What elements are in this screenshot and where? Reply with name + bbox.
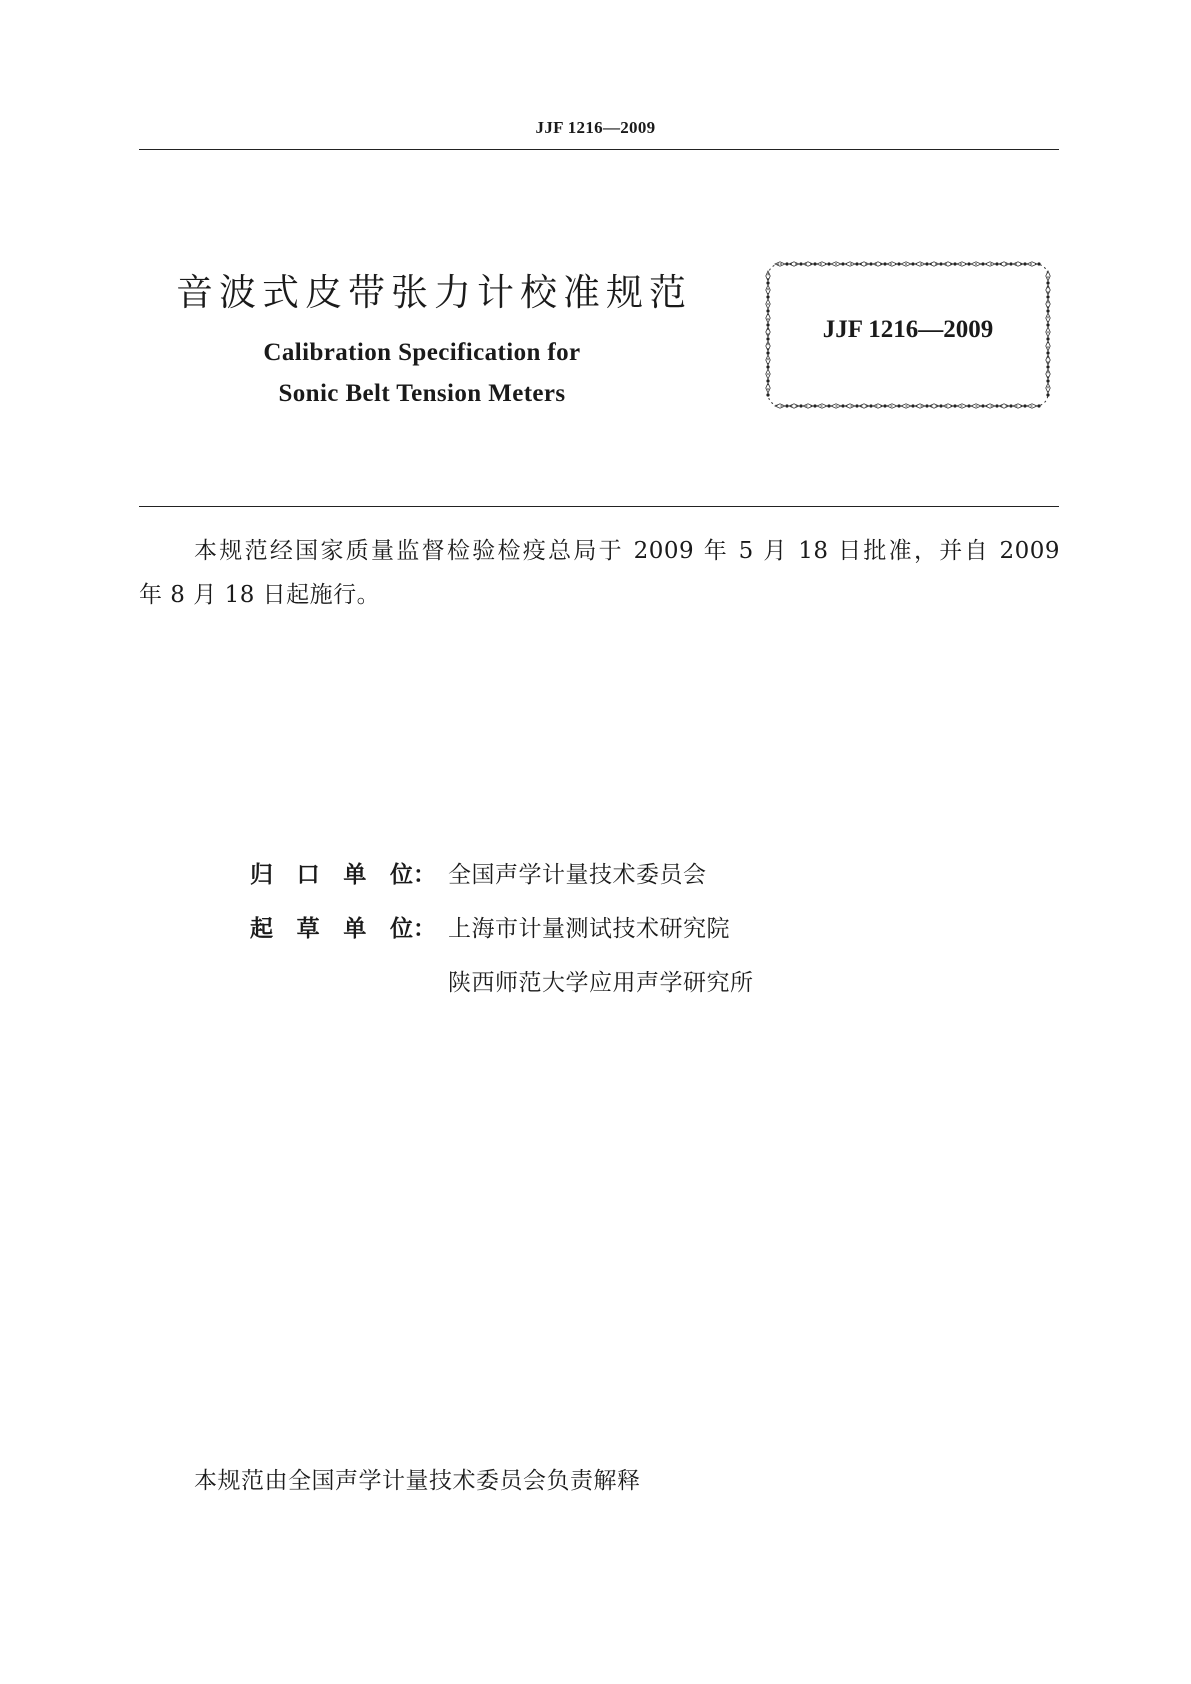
label-char: 单 [343, 916, 367, 942]
approval-statement-line-2: 年 8 月 18 日起施行。 [139, 582, 381, 608]
responsible-unit-value: 全国声学计量技术委员会 [448, 862, 707, 888]
running-header-code: JJF 1216—2009 [535, 118, 656, 137]
drafting-unit-label [250, 910, 436, 943]
code-box-label: JJF 1216—2009 [822, 316, 994, 343]
approval-statement-line-1: 本规范经国家质量监督检验检疫总局于 2009 年 5 月 18 日批准，并自 2009 [194, 538, 1060, 564]
english-title-line-1: Calibration Specification for [263, 339, 581, 366]
label-char: 单 [343, 862, 367, 888]
label-char: 草 [296, 916, 320, 942]
label-char: 起 [250, 916, 273, 942]
label-char: 归 [250, 862, 273, 888]
english-title-line-2: Sonic Belt Tension Meters [278, 380, 566, 407]
label-char: 口 [296, 862, 320, 888]
drafting-unit-value-2: 陕西师范大学应用声学研究所 [448, 970, 754, 996]
interpretation-statement: 本规范由全国声学计量技术委员会负责解释 [194, 1468, 641, 1494]
label-char: 位： [389, 862, 436, 888]
header-rule [139, 149, 1059, 150]
drafting-unit-value-1: 上海市计量测试技术研究院 [448, 916, 730, 942]
responsible-unit-label [250, 856, 436, 889]
label-char: 位： [389, 916, 436, 942]
specification-code-box [762, 258, 1054, 412]
chinese-title: 音波式皮带张力计校准规范 [176, 271, 692, 314]
section-rule [139, 506, 1059, 507]
